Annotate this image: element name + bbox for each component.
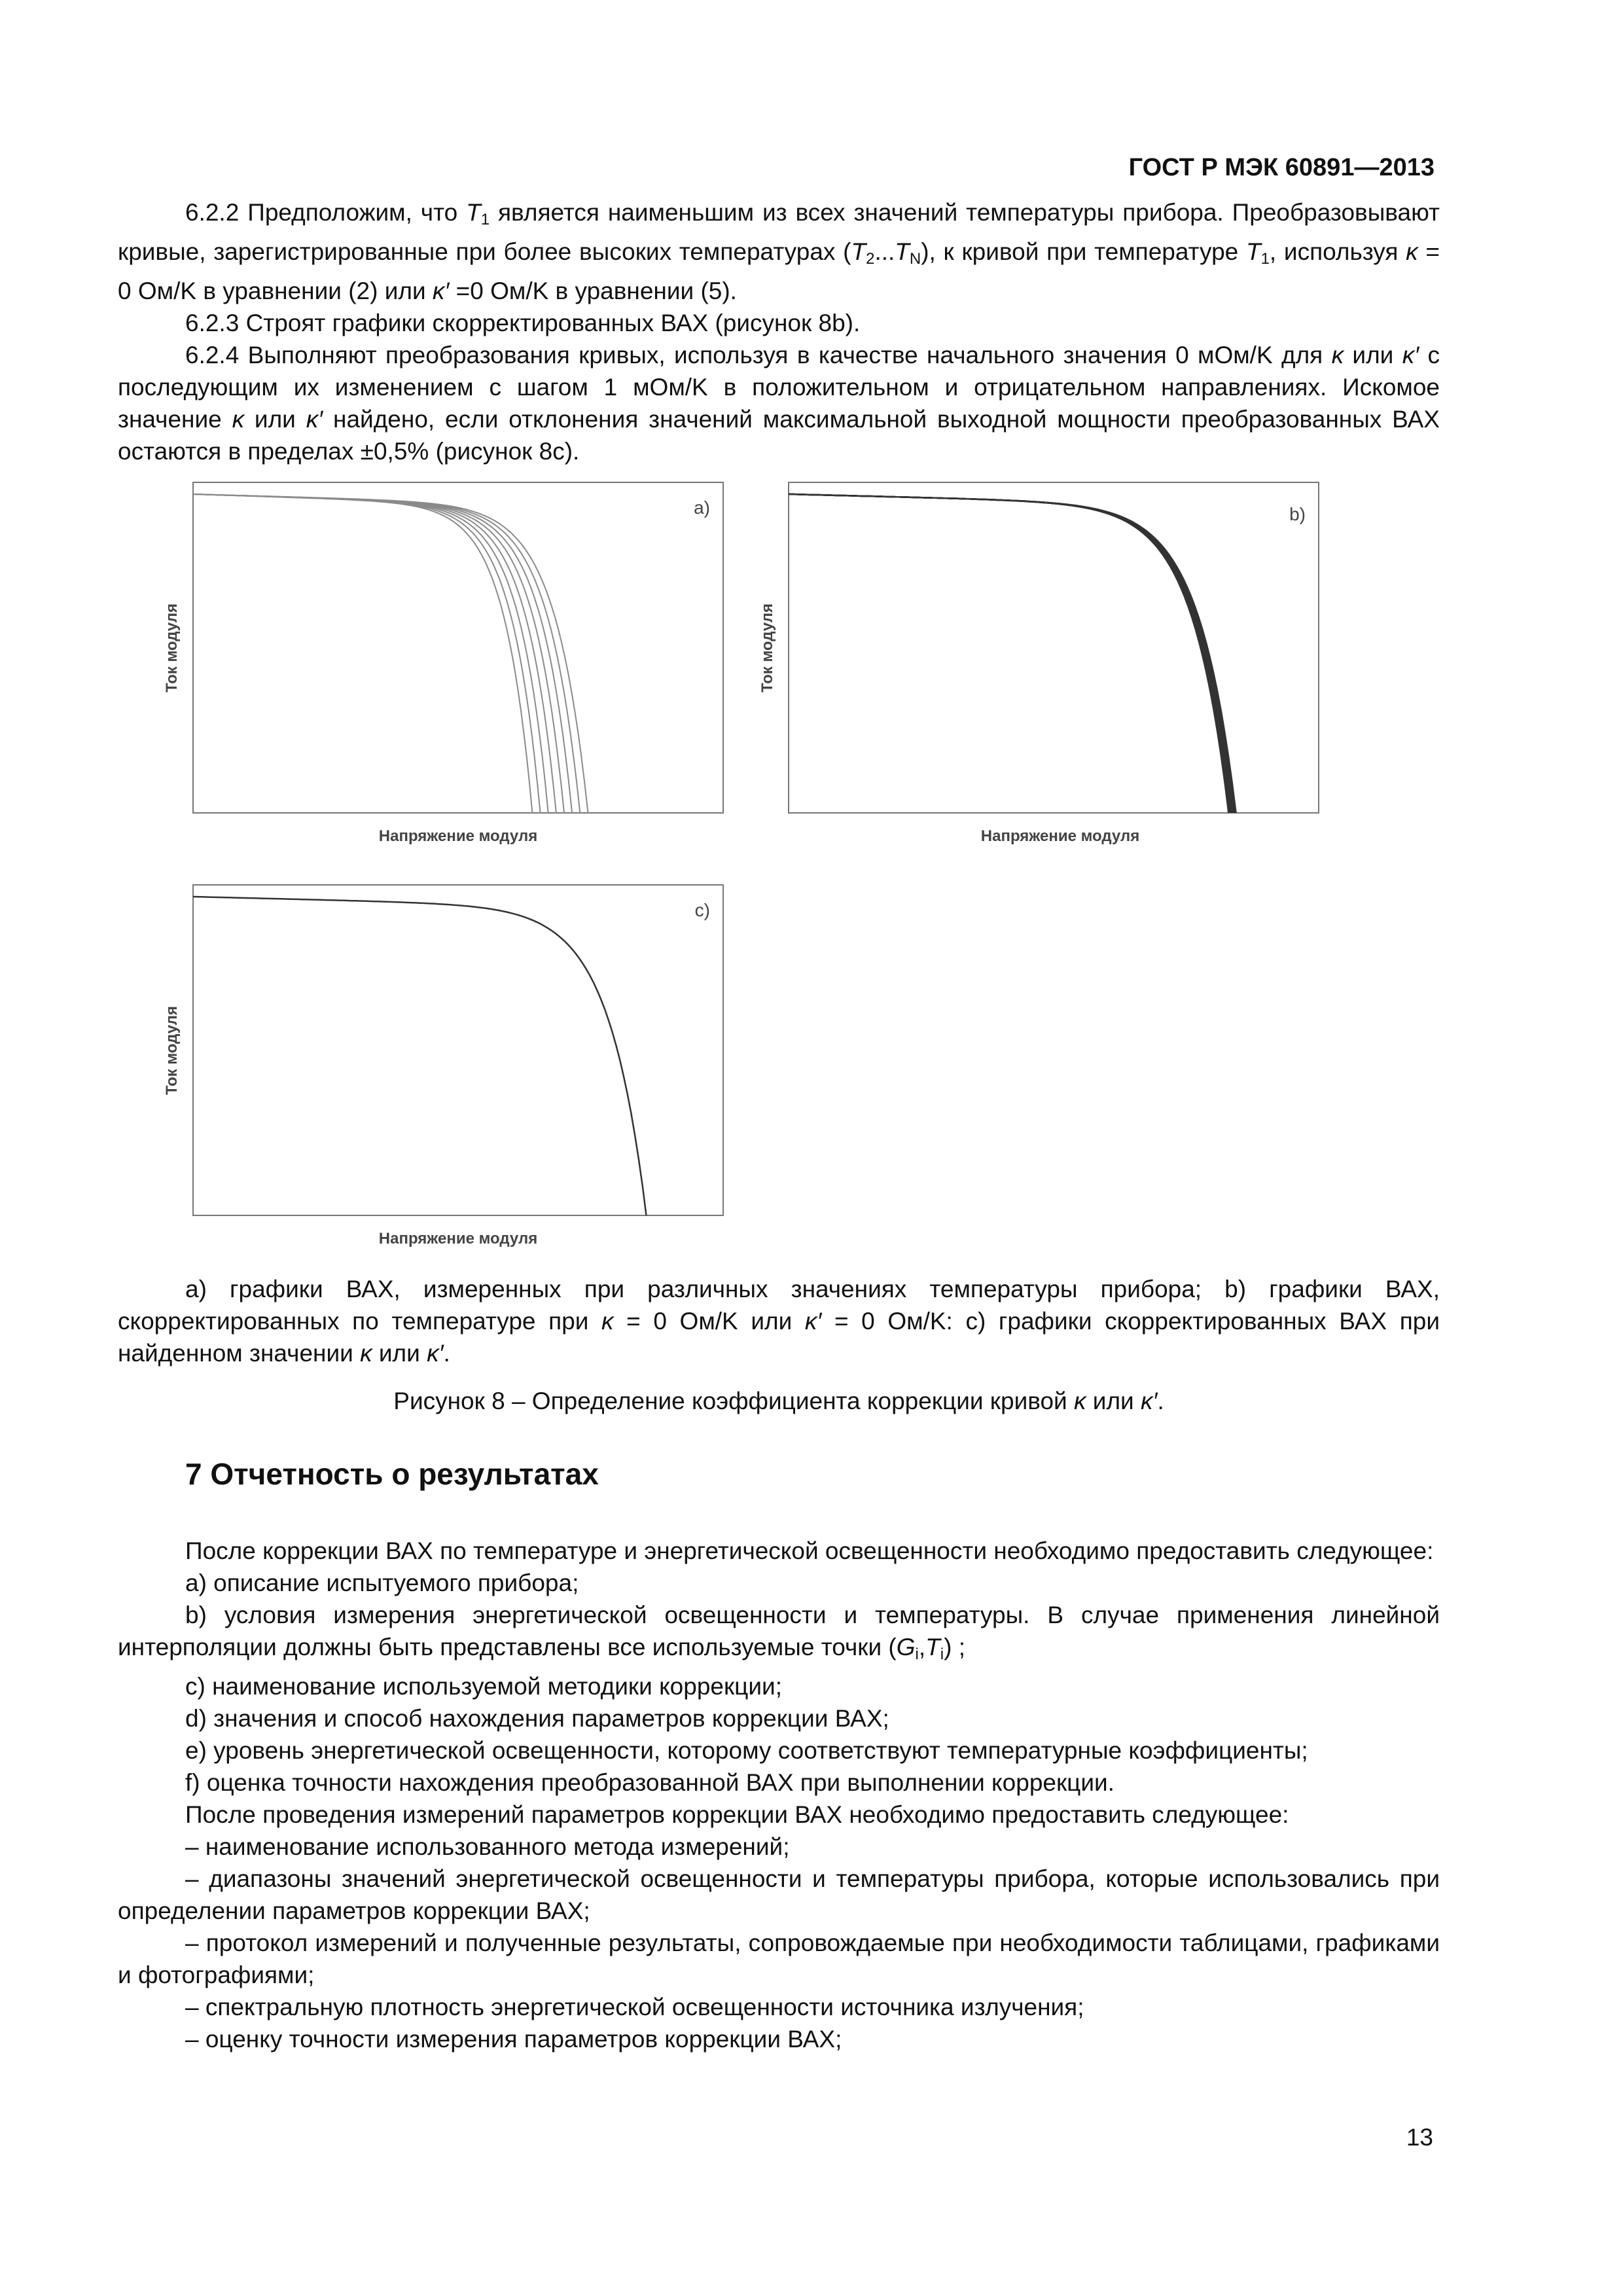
chart-a-curves (193, 494, 588, 813)
chart-c-xlabel: Напряжение модуля (378, 1230, 538, 1247)
chart-c-svg (151, 877, 733, 1250)
figure-8-caption: а) графики ВАХ, измеренных при различных значениях температуры прибора; b) графики ВАХ, скорректированных по температуре при κ = 0 Ом/K или κ′ = 0 Ом/K: c) графики скорректированных ВАХ при найденном значении κ или κ′. (118, 1276, 1440, 1367)
paragraph-6-2-2: 6.2.2 Предположим, что $T_1$ является наименьшим из всех значений температуры прибора. Преобразовывают кривые, зарегистрированные при более высоких температурах $(T_2...T_N)$, к кривой при температуре $T_1$, используя κ = 0 Ом/K в уравнении (2) или κ′ =0 Ом/K в уравнении (5). (118, 199, 1440, 304)
iv-curve-7 (193, 494, 580, 813)
chart-c-curves (193, 897, 647, 1215)
iv-curve-2 (789, 494, 1230, 813)
dash-item-4: – спектральную плотность энергетической освещенности источника излучения; (185, 1994, 1084, 2020)
list-item-c: c) наименование используемой методики коррекции; (185, 1673, 782, 1700)
chart-c-frame (193, 885, 723, 1215)
iv-curve-3 (193, 494, 548, 813)
list-item-a: a) описание испытуемого прибора; (185, 1570, 579, 1596)
iv-curve-6 (193, 494, 572, 813)
chart-a-xlabel: Напряжение модуля (378, 827, 538, 845)
figure-8a-chart (151, 475, 733, 848)
iv-curve-8 (193, 494, 588, 813)
chart-a-panel-label: a) (694, 497, 710, 518)
chart-b-ylabel: Ток модуля (758, 603, 776, 693)
chart-b-panel-label: b) (1289, 504, 1306, 524)
figure-8c-chart (151, 877, 733, 1250)
chart-c-panel-label: c) (694, 900, 710, 920)
iv-curve-6 (789, 494, 1234, 813)
chart-b-curves (789, 494, 1236, 813)
chart-a-frame (193, 482, 723, 813)
iv-curve-8 (789, 494, 1236, 813)
section-7-intro: После коррекции ВАХ по температуре и энергетической освещенности необходимо предоставить следующее: (185, 1537, 1434, 1564)
iv-curve-1 (193, 494, 532, 813)
iv-curve-4 (789, 494, 1232, 813)
section-7-heading: 7 Отчетность о результатах (185, 1457, 599, 1491)
paragraph-6-2-3: 6.2.3 Строят графики скорректированных ВАХ (рисунок 8b). (185, 310, 861, 336)
chart-b-frame (789, 482, 1319, 813)
iv-curve-2 (193, 494, 541, 813)
section-6-text (118, 196, 1440, 467)
iv-curve-1 (193, 897, 647, 1215)
dash-item-5: – оценку точности измерения параметров коррекции ВАХ; (185, 2026, 842, 2053)
list-item-b: b) условия измерения энергетической освещенности и температуры. В случае применения линейной интерполяции должны быть представлены все используемые точки $(G_i,T_i)$ ; (118, 1602, 1440, 1663)
chart-b-xlabel: Напряжение модуля (980, 827, 1140, 845)
document-code-header: ГОСТ Р МЭК 60891—2013 (1128, 154, 1435, 181)
iv-curve-7 (789, 494, 1235, 813)
chart-c-ylabel: Ток модуля (163, 1005, 181, 1096)
list-item-f: f) оценка точности нахождения преобразованной ВАХ при выполнении коррекции. (185, 1769, 1115, 1796)
iv-curve-1 (789, 494, 1228, 813)
iv-curve-3 (789, 494, 1231, 813)
chart-b-svg (746, 475, 1329, 848)
paragraph-6-2-4: 6.2.4 Выполняют преобразования кривых, используя в качестве начального значения 0 мОм/K для κ или κ′ с последующим их изменением с шагом 1 мОм/K в положительном и отрицательном направлениях. Искомое значение κ или κ′ найдено, если отклонения значений максимальной выходной мощности преобразованных ВАХ остаются в пределах ±0,5% (рисунок 8c). (118, 342, 1440, 465)
dash-item-1: – наименование использованного метода измерений; (185, 1833, 790, 1860)
figure-8-title: Рисунок 8 – Определение коэффициента коррекции кривой κ или κ′. (393, 1388, 1164, 1414)
list-item-d: d) значения и способ нахождения параметров коррекции ВАХ; (185, 1705, 889, 1732)
iv-curve-5 (789, 494, 1233, 813)
page-number: 13 (1406, 2124, 1433, 2151)
chart-a-svg (151, 475, 733, 848)
iv-curve-4 (193, 494, 556, 813)
section-7-text (118, 1535, 1440, 2055)
dash-item-3: – протокол измерений и полученные результаты, сопровождаемые при необходимости таблицами, графиками и фотографиями; (118, 1929, 1440, 1988)
dash-item-2: – диапазоны значений энергетической освещенности и температуры прибора, которые использовались при определении параметров коррекции ВАХ; (118, 1865, 1440, 1924)
iv-curve-5 (193, 494, 564, 813)
chart-a-ylabel: Ток модуля (163, 603, 181, 693)
section-7-after: После проведения измерений параметров коррекции ВАХ необходимо предоставить следующее: (185, 1801, 1289, 1828)
list-item-e: e) уровень энергетической освещенности, которому соответствуют температурные коэффициенты; (185, 1737, 1308, 1764)
figure-8b-chart (746, 475, 1329, 848)
